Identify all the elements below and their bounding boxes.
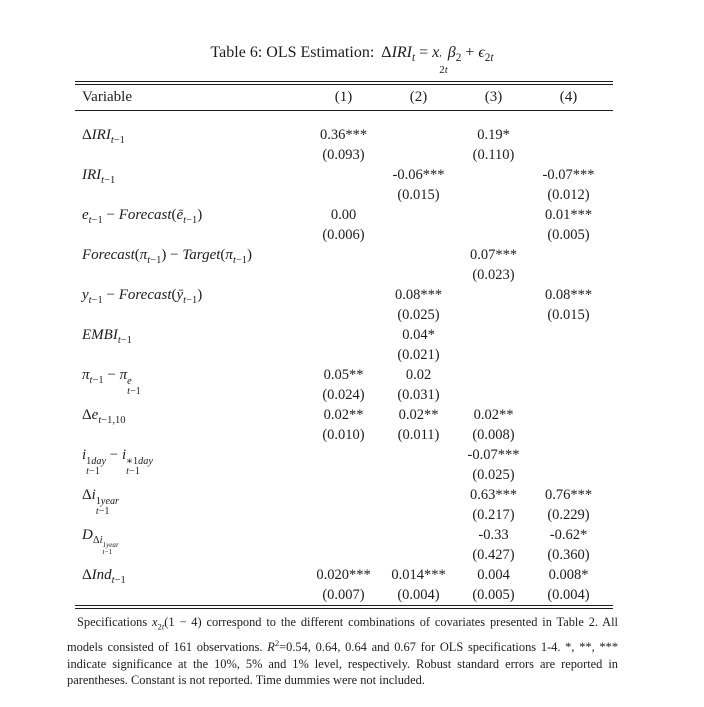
coef-cell [381, 445, 456, 465]
coef-cell: 0.08*** [394, 287, 443, 304]
spacer-cell [606, 425, 613, 445]
se-cell [306, 545, 381, 565]
se-cell: (0.008) [472, 427, 515, 444]
coef-cell [531, 125, 606, 145]
spacer-cell [606, 265, 613, 285]
table-row-iri [75, 165, 613, 185]
se-cell: (0.024) [322, 387, 365, 404]
variable-label: $\Delta IRI_{t-1}$ [82, 127, 125, 147]
table-title [0, 42, 704, 76]
coef-cell: 0.02** [398, 407, 439, 424]
spacer-cell [606, 165, 613, 185]
spacer-cell [606, 185, 613, 205]
table-row-forecast-target [75, 245, 613, 265]
spacer-cell [606, 305, 613, 325]
coef-cell: 0.020*** [316, 567, 371, 584]
spacer-cell [606, 405, 613, 425]
variable-label: $IRI_{t-1}$ [82, 167, 116, 187]
spacer-cell [606, 485, 613, 505]
coef-cell: 0.00 [330, 207, 357, 224]
header-row [75, 85, 613, 111]
coef-cell [531, 245, 606, 265]
se-cell: (0.015) [397, 187, 440, 204]
table-row-i1day [75, 445, 613, 465]
coef-cell: 0.07*** [469, 247, 518, 264]
table-footnote: Specifications $x_{2t}(1 - 4)$ correspond to the different combinations of covariates presented in Table 2. All models consisted of 161 observations. $R^2=0.54$, 0.64, 0.64 and 0.67 for OLS specifications 1-4. *, **, *** indicate significance at the 10%, 5% and 1% level, respectively. Robust standard errors are reported in parentheses. Constant is not reported. Time dummies were not included. [67, 615, 619, 687]
se-cell: (0.010) [322, 427, 365, 444]
se-cell [456, 305, 531, 325]
variable-label: $D_{\Delta i 1year t-1}$ [82, 527, 119, 556]
variable-label: $\Delta e_{t-1,10}$ [82, 407, 126, 427]
coef-cell: 0.02** [323, 407, 364, 424]
coef-cell: 0.36*** [319, 127, 368, 144]
se-cell [306, 305, 381, 325]
table-row-dummy-di1year [75, 525, 613, 545]
coef-cell [531, 445, 606, 465]
se-cell: (0.015) [547, 307, 590, 324]
se-cell: (0.021) [397, 347, 440, 364]
coef-cell: 0.004 [477, 567, 510, 584]
se-cell: (0.031) [397, 387, 440, 404]
se-cell [531, 345, 606, 365]
variable-label: $e_{t-1}$ − $Forecast(ē_{t-1})$ [82, 207, 203, 227]
spacer-cell [606, 145, 613, 165]
variable-label: ΔInd$_{t-1}$ [82, 567, 126, 587]
coef-cell [456, 285, 531, 305]
coef-cell: -0.33 [478, 527, 509, 544]
se-cell [381, 265, 456, 285]
variable-label: i 1day t−1 − i ∗1day t−1 [82, 447, 153, 478]
spacer-cell [606, 125, 613, 145]
se-cell: (0.023) [472, 267, 515, 284]
se-cell: (0.093) [322, 147, 365, 164]
table-row-diri [75, 125, 613, 145]
coef-cell [381, 245, 456, 265]
table-row-pi-expect [75, 365, 613, 385]
coef-cell: -0.06*** [392, 167, 445, 184]
coef-cell [306, 525, 381, 545]
coef-cell [306, 485, 381, 505]
spacer-row [75, 111, 613, 126]
coef-cell [456, 165, 531, 185]
spacer-cell [606, 225, 613, 245]
coef-cell [531, 365, 606, 385]
ols-estimation-table [75, 85, 613, 605]
se-cell [531, 265, 606, 285]
table-row-de [75, 405, 613, 425]
coef-cell [531, 325, 606, 345]
se-cell [456, 345, 531, 365]
coef-cell: -0.62* [549, 527, 588, 544]
coef-cell: 0.014*** [391, 567, 446, 584]
se-cell: (0.229) [547, 507, 590, 524]
coef-cell: -0.07*** [542, 167, 595, 184]
coef-cell [456, 365, 531, 385]
col-header-4: (4) [531, 85, 606, 111]
se-cell [531, 425, 606, 445]
spacer-cell [75, 111, 613, 126]
variable-label: Δi 1year t−1 [82, 487, 120, 518]
col-header-variable: Variable [75, 85, 306, 111]
se-cell: (0.012) [547, 187, 590, 204]
se-cell: (0.011) [397, 427, 440, 444]
se-cell: (0.005) [472, 587, 515, 604]
coef-cell [531, 405, 606, 425]
spacer-cell [606, 365, 613, 385]
col-header-2: (2) [381, 85, 456, 111]
spacer-cell [606, 465, 613, 485]
table-title-prefix: Table 6: OLS Estimation: [210, 44, 375, 61]
spacer-cell [606, 245, 613, 265]
coef-cell [306, 245, 381, 265]
coef-cell: -0.07*** [467, 447, 520, 464]
se-cell [306, 185, 381, 205]
spacer-cell [606, 205, 613, 225]
table-row-e-forecast [75, 205, 613, 225]
spacer-cell [606, 525, 613, 545]
regression-table [75, 81, 613, 609]
coef-cell: 0.02** [473, 407, 514, 424]
table-title-equation: $\Delta IRI_t = x$ ′ 2t $\beta_2 + \epsilon_{2t}$ [381, 44, 494, 77]
variable-label: $Forecast(\pi_{t-1})$ − $Target(\pi_{t-1})$ [82, 247, 253, 267]
se-cell: (0.217) [472, 507, 515, 524]
coef-cell [306, 165, 381, 185]
se-cell [306, 265, 381, 285]
coef-cell: 0.05** [323, 367, 364, 384]
col-header-3: (3) [456, 85, 531, 111]
coef-cell: 0.63*** [469, 487, 518, 504]
header-spacer [606, 85, 613, 111]
se-cell [381, 145, 456, 165]
se-cell [531, 145, 606, 165]
se-cell: (0.004) [547, 587, 590, 604]
se-cell [306, 465, 381, 485]
coef-cell: 0.19* [477, 127, 510, 144]
spacer-cell [606, 285, 613, 305]
se-cell: (0.427) [472, 547, 515, 564]
coef-cell [381, 205, 456, 225]
coef-cell [306, 445, 381, 465]
se-cell [456, 185, 531, 205]
coef-cell [456, 325, 531, 345]
coef-cell [381, 525, 456, 545]
se-cell: (0.007) [322, 587, 365, 604]
se-cell [456, 225, 531, 245]
spacer-cell [606, 445, 613, 465]
se-cell: (0.025) [472, 467, 515, 484]
se-cell: (0.006) [322, 227, 365, 244]
se-cell [381, 505, 456, 525]
spacer-cell [606, 345, 613, 365]
se-cell: (0.005) [547, 227, 590, 244]
se-cell: (0.004) [397, 587, 440, 604]
coef-cell: 0.01*** [544, 207, 593, 224]
variable-label: $EMBI_{t-1}$ [82, 327, 132, 347]
coef-cell: 0.02 [405, 367, 432, 384]
coef-cell [381, 125, 456, 145]
se-cell [306, 345, 381, 365]
col-header-1: (1) [306, 85, 381, 111]
coef-cell [456, 205, 531, 225]
table-row-dind [75, 565, 613, 585]
se-cell [381, 225, 456, 245]
spacer-cell [606, 545, 613, 565]
se-cell: (0.110) [472, 147, 515, 164]
variable-label: $y_{t-1}$ − $Forecast(ȳ_{t-1})$ [82, 287, 203, 307]
spacer-cell [606, 505, 613, 525]
spacer-cell [606, 325, 613, 345]
coef-cell [306, 325, 381, 345]
coef-cell: 0.04* [402, 327, 435, 344]
coef-cell: 0.008* [548, 567, 589, 584]
se-cell [381, 545, 456, 565]
se-cell: (0.360) [547, 547, 590, 564]
spacer-cell [606, 585, 613, 605]
spacer-cell [606, 385, 613, 405]
se-cell [456, 385, 531, 405]
coef-cell: 0.76*** [544, 487, 593, 504]
bottom-double-rule [75, 605, 613, 609]
spacer-cell [606, 565, 613, 585]
se-cell [306, 505, 381, 525]
se-cell [531, 465, 606, 485]
coef-cell [381, 485, 456, 505]
variable-label: $\pi_{t-1} - \pi$ e t−1 [82, 367, 141, 398]
se-cell [381, 465, 456, 485]
coef-cell [306, 285, 381, 305]
se-cell: (0.025) [397, 307, 440, 324]
coef-cell: 0.08*** [544, 287, 593, 304]
table-row-y-forecast [75, 285, 613, 305]
table-row-di1year [75, 485, 613, 505]
table-row-embi [75, 325, 613, 345]
se-cell [531, 385, 606, 405]
